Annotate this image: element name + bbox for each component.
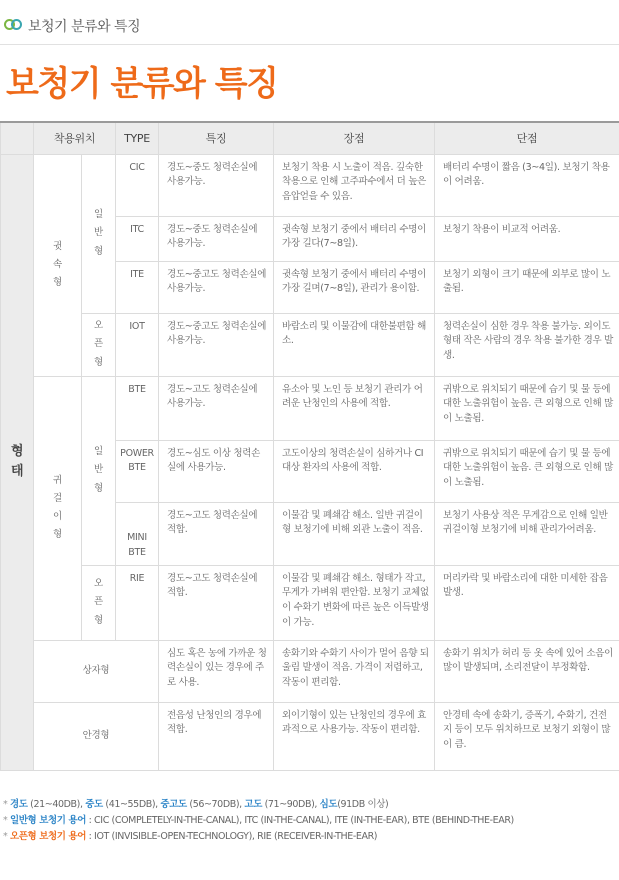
pros-cell: 고도이상의 청력손실이 심하거나 CI대상 환자의 사용에 적합.: [274, 440, 435, 502]
feature-cell: 경도~중고도 청력손실에 사용가능.: [159, 313, 274, 376]
note-open-terms: * 오픈형 보청기 용어 : IOT (INVISIBLE-OPEN-TECHNOLOGY), RIE (RECEIVER-IN-THE-EAR): [3, 831, 378, 842]
group-ear-canal: 귓속형: [34, 154, 82, 376]
type-cell: ITC: [116, 216, 159, 261]
type-cell: BTE: [116, 376, 159, 440]
note-grades: * 경도 (21~40DB), 중도 (41~55DB), 중고도 (56~70DB), 고도 (71~90DB), 심도(91DB 이상): [3, 799, 389, 810]
group-behind-ear: 귀걸이형: [34, 376, 82, 640]
header-position: 착용위치: [34, 122, 116, 154]
open-terms-text: : IOT (INVISIBLE-OPEN-TECHNOLOGY), RIE (RECEIVER-IN-THE-EAR): [86, 831, 378, 842]
feature-cell: 경도~고도 청력손실에 적합.: [159, 565, 274, 640]
grade-range: (41~55DB),: [102, 799, 161, 810]
feature-cell: 경도~고도 청력손실에 적합.: [159, 502, 274, 565]
grade-name: 경도: [9, 799, 28, 810]
pros-cell: 송화기와 수화기 사이가 멀어 음향 되울림 발생이 적음. 가격이 저렴하고, 작동이 편리함.: [274, 640, 435, 702]
cons-cell: 머리카락 및 바람소리에 대한 미세한 잡음 발생.: [435, 565, 619, 640]
subgroup-open-1: 오픈형: [82, 313, 116, 376]
top-bar: [0, 0, 619, 46]
feature-cell: 경도~중도 청력손실에 사용가능.: [159, 216, 274, 261]
table-row: [1, 702, 619, 770]
type-cell: CIC: [116, 154, 159, 216]
grade-name: 중도: [85, 799, 103, 810]
breadcrumb-title: 보청기 분류와 특징: [28, 19, 141, 35]
note-general-terms: * 일반형 보청기 용어 : CIC (COMPLETELY-IN-THE-CANAL), ITC (IN-THE-CANAL), ITE (IN-THE-EAR), BTE (BEHIND-THE-EAR): [3, 815, 514, 826]
table-row: [1, 640, 619, 702]
grade-range: (21~40DB),: [27, 799, 86, 810]
divider: [0, 44, 619, 45]
cons-cell: 청력손실이 심한 경우 착용 불가능. 외이도 형태 작은 사람의 경우 착용 불가한 경우 발생.: [435, 313, 619, 376]
pros-cell: 보청기 착용 시 노출이 적음. 깊숙한 착용으로 인해 고주파수에서 더 높은 음압얻을 수 있음.: [274, 154, 435, 216]
pros-cell: 유소아 및 노인 등 보청기 관리가 어려운 난청인의 사용에 적합.: [274, 376, 435, 440]
form-label: 형 태: [1, 154, 34, 770]
cons-cell: 귀밖으로 위치되기 때문에 습기 및 물 등에 대한 노출위험이 높음. 큰 외형으로 인해 많이 노출됨.: [435, 440, 619, 502]
page-title: 보청기 분류와 특징: [6, 64, 278, 104]
grade-range: (56~70DB),: [186, 799, 245, 810]
grade-name: 심도: [319, 799, 338, 810]
pros-cell: 귓속형 보청기 중에서 배터리 수명이 가장 길며(7~8일), 관리가 용이함.: [274, 261, 435, 313]
general-terms-label: 일반형 보청기 용어: [9, 815, 87, 826]
type-cell: POWER BTE: [116, 440, 159, 502]
pros-cell: 바람소리 및 이물감에 대한불편함 해소.: [274, 313, 435, 376]
grade-name: 고도: [244, 799, 262, 810]
feature-cell: 경도~심도 이상 청력손실에 사용가능.: [159, 440, 274, 502]
pros-cell: 이물감 및 폐쇄감 해소. 일반 귀걸이형 보청기에 비해 외관 노출이 적음.: [274, 502, 435, 565]
pros-cell: 귓속형 보청기 중에서 배터리 수명이 가장 길다(7~8일).: [274, 216, 435, 261]
rings-icon: [4, 19, 24, 31]
hearing-aid-table: [0, 121, 619, 771]
feature-cell: 경도~고도 청력손실에 사용가능.: [159, 376, 274, 440]
type-cell: RIE: [116, 565, 159, 640]
type-cell: IOT: [116, 313, 159, 376]
table-row: [1, 376, 619, 440]
header-blank: [1, 122, 34, 154]
type-cell: MINI BTE: [116, 502, 159, 565]
group-glasses: 안경형: [34, 702, 159, 770]
grade-name: 중고도: [160, 799, 187, 810]
type-cell: ITE: [116, 261, 159, 313]
grade-range: (91DB 이상): [337, 799, 389, 810]
table-row: [1, 565, 619, 640]
footnotes: [3, 797, 514, 845]
cons-cell: 귀밖으로 위치되기 때문에 습기 및 물 등에 대한 노출위험이 높음. 큰 외형으로 인해 많이 노출됨.: [435, 376, 619, 440]
pros-cell: 외이기형이 있는 난청인의 경우에 효과적으로 사용가능. 작동이 편리함.: [274, 702, 435, 770]
table-row: [1, 154, 619, 216]
header-type: TYPE: [116, 122, 159, 154]
table-row: [1, 313, 619, 376]
feature-cell: 경도~중고도 청력손실에 사용가능.: [159, 261, 274, 313]
subgroup-general-2: 일반형: [82, 376, 116, 565]
group-pocket: 상자형: [34, 640, 159, 702]
feature-cell: 경도~중도 청력손실에 사용가능.: [159, 154, 274, 216]
cons-cell: 보청기 사용상 적은 무게감으로 인해 일반 귀걸이형 보청기에 비해 관리가어려움.: [435, 502, 619, 565]
header-feature: 특징: [159, 122, 274, 154]
pros-cell: 이물감 및 폐쇄감 해소. 형태가 작고, 무게가 가벼워 편안함. 보청기 교체없이 수화기 변화에 따른 높은 이득발생이 가능.: [274, 565, 435, 640]
cons-cell: 보청기 착용이 비교적 어려움.: [435, 216, 619, 261]
header-pros: 장점: [274, 122, 435, 154]
cons-cell: 보청기 외형이 크기 때문에 외부로 많이 노출됨.: [435, 261, 619, 313]
general-terms-text: : CIC (COMPLETELY-IN-THE-CANAL), ITC (IN-THE-CANAL), ITE (IN-THE-EAR), BTE (BEHIND-THE-EAR): [86, 815, 514, 826]
grade-range: (71~90DB),: [261, 799, 320, 810]
feature-cell: 전음성 난청인의 경우에 적합.: [159, 702, 274, 770]
cons-cell: 배터리 수명이 짧음 (3~4일). 보청기 착용이 어려움.: [435, 154, 619, 216]
header-cons: 단점: [435, 122, 619, 154]
subgroup-general-1: 일반형: [82, 154, 116, 313]
table-header-row: [1, 122, 619, 154]
cons-cell: 안경테 속에 송화기, 증폭기, 수화기, 건전지 등이 모두 위치하므로 보청기 외형이 많이 큼.: [435, 702, 619, 770]
subgroup-open-2: 오픈형: [82, 565, 116, 640]
feature-cell: 심도 혹은 농에 가까운 청력손실이 있는 경우에 주로 사용.: [159, 640, 274, 702]
cons-cell: 송화기 위치가 허리 등 옷 속에 있어 소음이 많이 발생되며, 소리전달이 부정확함.: [435, 640, 619, 702]
open-terms-label: 오픈형 보청기 용어: [9, 831, 87, 842]
